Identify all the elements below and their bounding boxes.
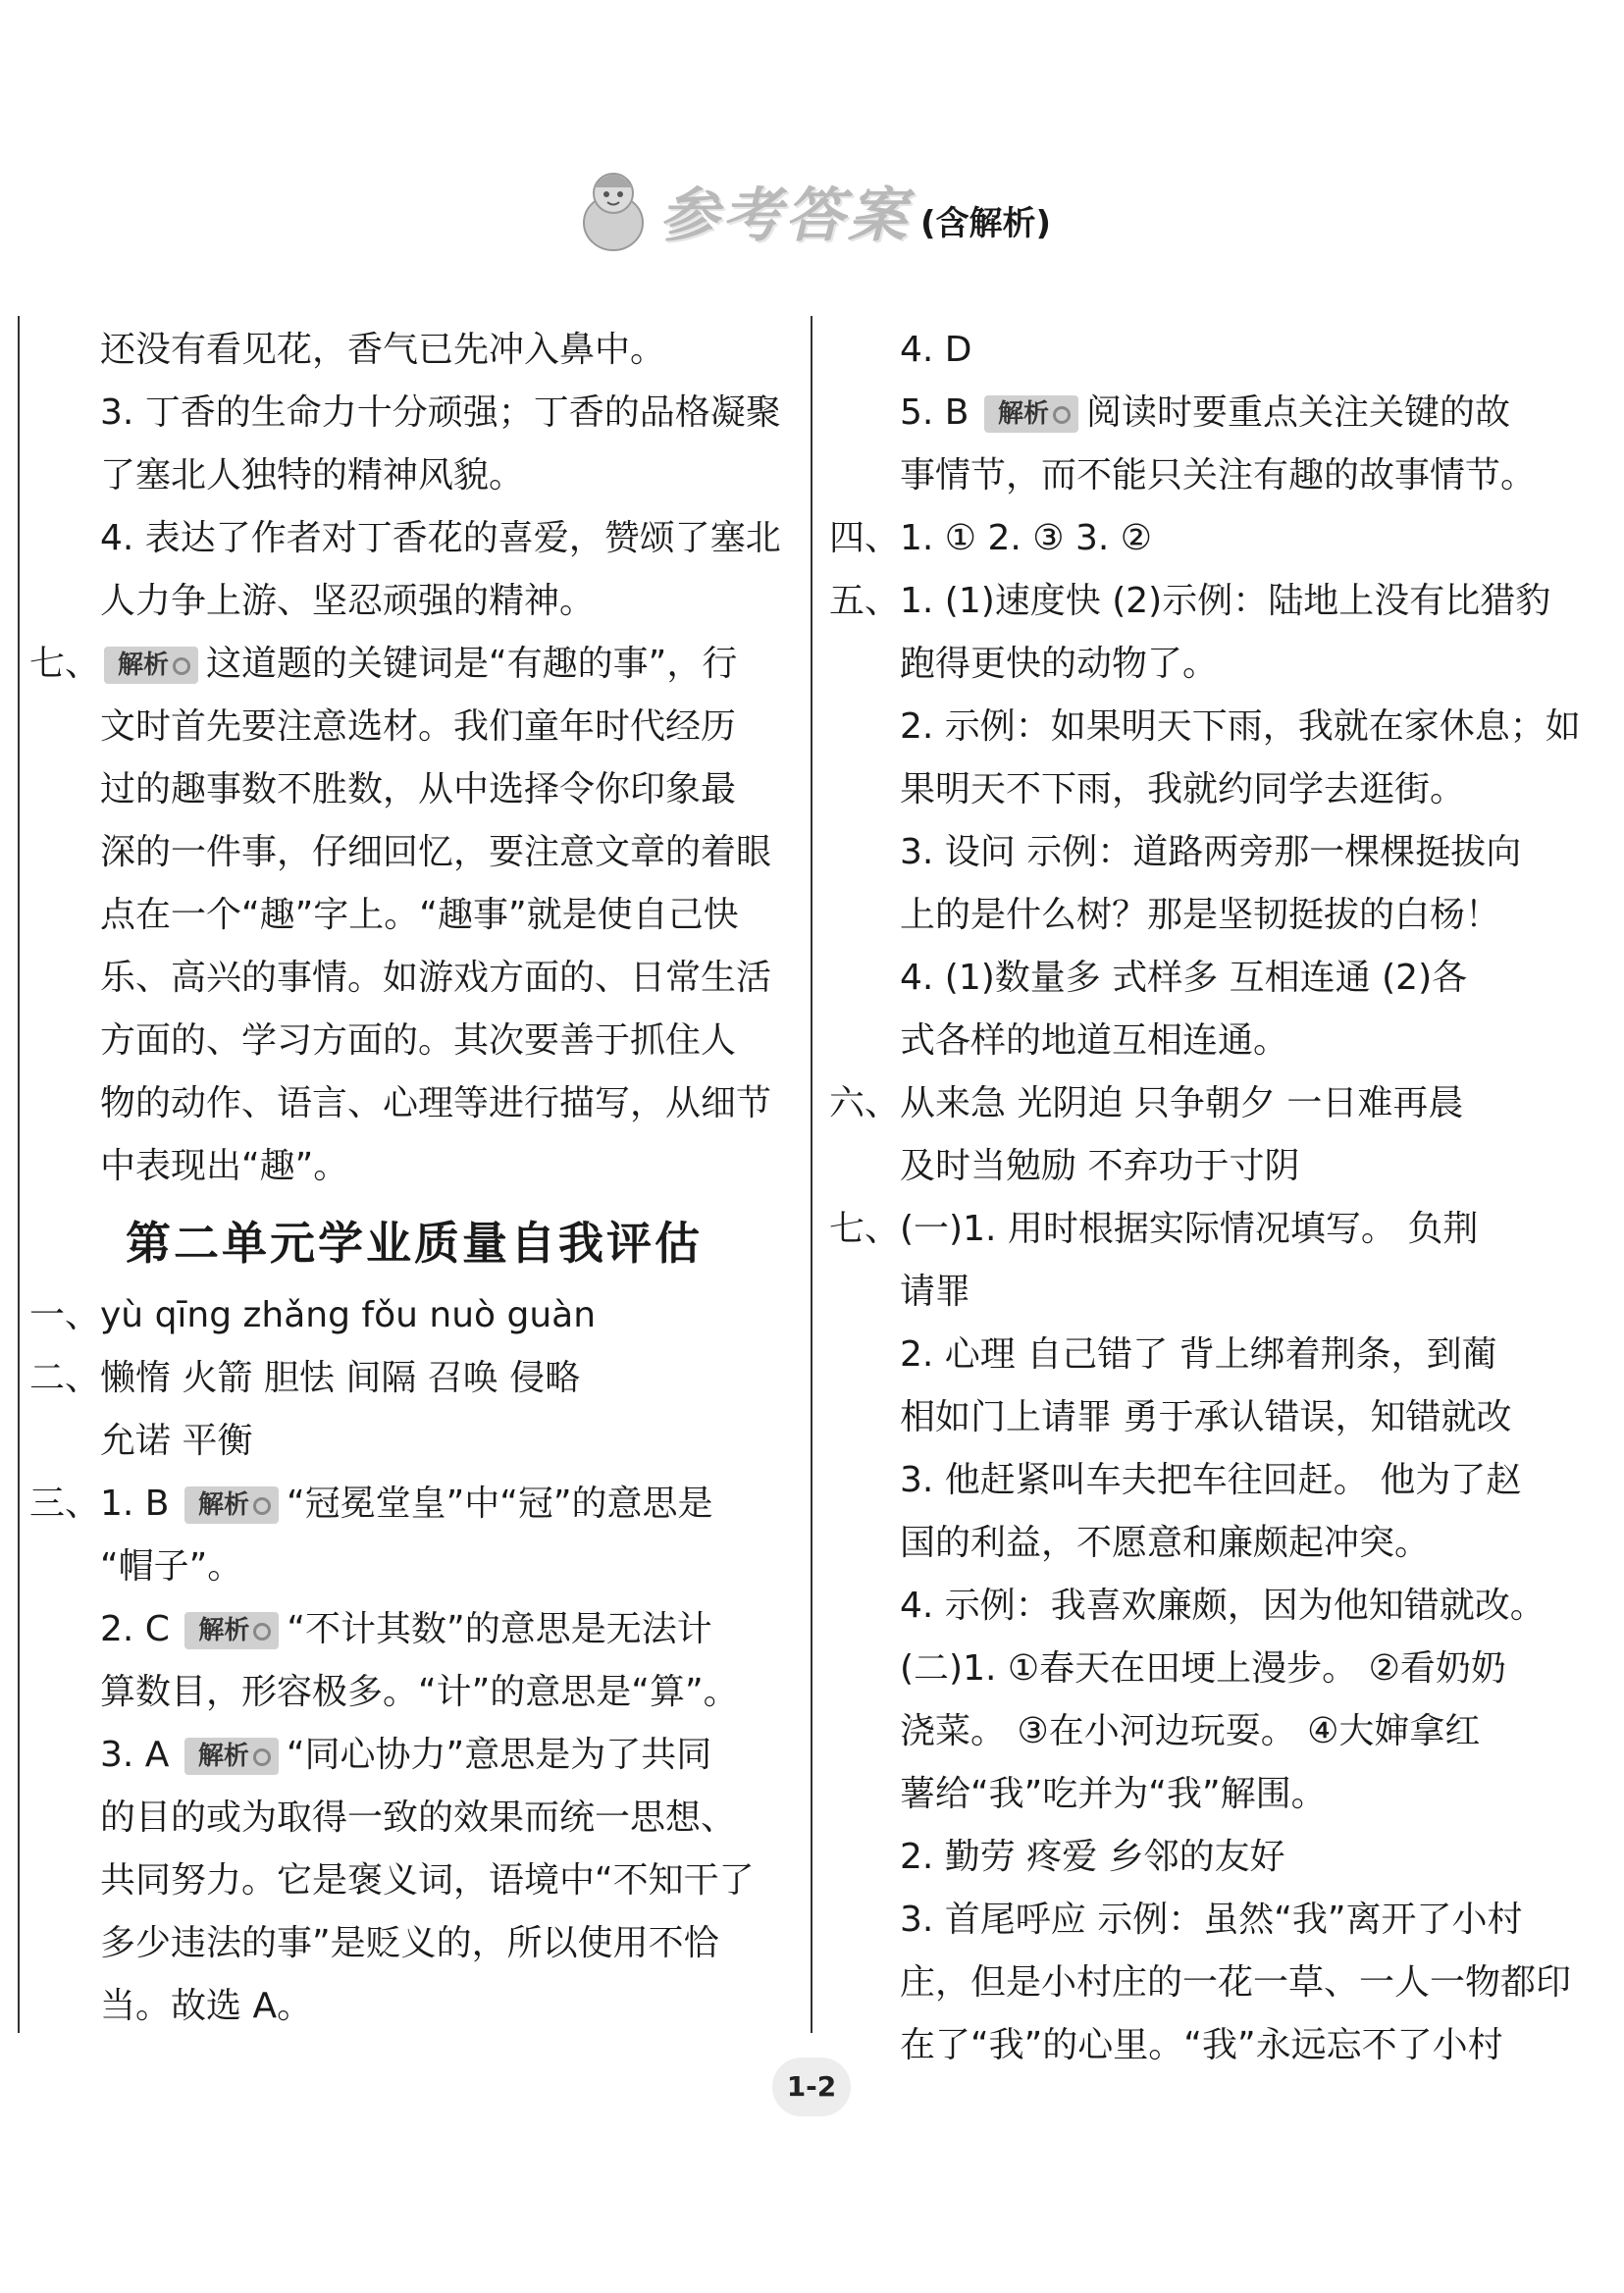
answer-text: 了塞北人独特的精神风貌。: [100, 455, 525, 495]
answer-line: [829, 1324, 1595, 1386]
answer-line: [829, 884, 1595, 947]
answer-prefix: 七、: [29, 644, 101, 684]
answer-prefix: 2. C: [100, 1609, 182, 1649]
answer-line: [829, 1575, 1595, 1638]
answer-line: [829, 1135, 1595, 1198]
answer-text: 2. 示例：如果明天下雨，我就在家休息；如: [900, 706, 1581, 747]
answer-line: [29, 1975, 795, 2038]
answer-text: 人力争上游、坚忍顽强的精神。: [100, 581, 596, 621]
magnifier-icon: [173, 657, 190, 675]
answer-line: [29, 1010, 795, 1072]
answer-text: 算数目，形容极多。“计”的意思是“算”。: [100, 1672, 739, 1712]
answer-text: 方面的、学习方面的。其次要善于抓住人: [100, 1020, 737, 1061]
answer-text: 3. 首尾呼应 示例：虽然“我”离开了小村: [900, 1900, 1523, 1940]
left-border: [18, 316, 20, 2033]
answer-line: [829, 821, 1595, 884]
answer-text: 薯给“我”吃并为“我”解围。: [900, 1774, 1327, 1814]
answer-text: 四、1. ① 2. ③ 3. ②: [829, 518, 1153, 558]
answer-line: [29, 884, 795, 947]
jiexi-badge: [184, 1738, 279, 1775]
answer-line: [829, 1826, 1595, 1889]
answer-text: 2. 勤劳 疼爱 乡邻的友好: [900, 1837, 1285, 1877]
answer-text: 3. 他赶紧叫车夫把车往回赶。 他为了赵: [900, 1460, 1522, 1500]
page-number: 1-2: [772, 2058, 851, 2116]
answer-text: 这道题的关键词是“有趣的事”，行: [206, 644, 738, 684]
answer-text: “冠冕堂皇”中“冠”的意思是: [286, 1484, 713, 1524]
answer-text: 跑得更快的动物了。: [900, 644, 1219, 684]
answer-line: [29, 1661, 795, 1724]
answer-line: [29, 319, 795, 382]
answer-line: [29, 1724, 795, 1787]
answer-line: [829, 696, 1595, 758]
answer-text: 一、yù qīng zhǎng fǒu nuò guàn: [29, 1295, 597, 1335]
answer-line: [829, 507, 1595, 570]
jiexi-label: 解析: [197, 1490, 249, 1520]
answer-line: [829, 1386, 1595, 1449]
answer-line: [829, 1449, 1595, 1512]
answer-text: 相如门上请罪 勇于承认错误，知错就改: [900, 1397, 1512, 1437]
answer-text: 还没有看见花，香气已先冲入鼻中。: [100, 330, 666, 370]
answer-text: 物的动作、语言、心理等进行描写，从细节: [100, 1083, 772, 1123]
answer-line: [829, 633, 1595, 696]
jiexi-label: 解析: [198, 1616, 250, 1645]
answer-line: [829, 1198, 1595, 1261]
answer-text: 共同努力。它是褒义词，语境中“不知干了: [100, 1860, 755, 1901]
answer-text: 4. 表达了作者对丁香花的喜爱，赞颂了塞北: [100, 518, 781, 558]
answer-text: 2. 心理 自己错了 背上绑着荆条，到蔺: [900, 1334, 1497, 1375]
answer-line: [29, 633, 795, 696]
answer-line: [29, 1410, 795, 1473]
answer-text: (二)1. ①春天在田埂上漫步。 ②看奶奶: [900, 1648, 1506, 1689]
answer-text: 上的是什么树？那是坚韧挺拔的白杨！: [900, 895, 1501, 935]
answer-text: 3. 丁香的生命力十分顽强；丁香的品格凝聚: [100, 392, 781, 433]
answer-text: 过的趣事数不胜数，从中选择令你印象最: [100, 769, 737, 809]
answer-line: [829, 1010, 1595, 1072]
answer-line: [29, 1135, 795, 1198]
answer-line: [829, 947, 1595, 1010]
page-header: [0, 147, 1624, 275]
answer-line: [829, 1889, 1595, 1952]
answer-line: [29, 507, 795, 570]
answer-prefix: 3. A: [100, 1735, 181, 1775]
answer-text: 果明天不下雨，我就约同学去逛街。: [900, 769, 1466, 809]
answer-text: 庄，但是小村庄的一花一草、一人一物都印: [900, 1962, 1572, 2003]
jiexi-badge: [984, 395, 1078, 433]
left-column: [29, 319, 795, 2038]
answer-line: [29, 382, 795, 444]
section-heading: 第二单元学业质量自我评估: [126, 1217, 703, 1270]
answer-text: 请罪: [900, 1272, 971, 1312]
answer-text: 二、懒惰 火箭 胆怯 间隔 召唤 侵略: [29, 1358, 581, 1398]
answer-line: [829, 1072, 1595, 1135]
answer-text: 点在一个“趣”字上。“趣事”就是使自己快: [100, 895, 739, 935]
answer-text: 在了“我”的心里。“我”永远忘不了小村: [900, 2025, 1503, 2065]
answer-line: [829, 382, 1595, 444]
jiexi-label: 解析: [197, 1742, 249, 1771]
answer-text: 五、1. (1)速度快 (2)示例：陆地上没有比猎豹: [829, 581, 1551, 621]
answer-line: [29, 1284, 795, 1347]
answer-prefix: 三、1. B: [29, 1484, 181, 1524]
answer-text: “不计其数”的意思是无法计: [287, 1609, 712, 1649]
right-column: [829, 319, 1595, 2077]
answer-line: [29, 1912, 795, 1975]
answer-line: [29, 696, 795, 758]
answer-text: 多少违法的事”是贬义的，所以使用不恰: [100, 1923, 719, 1963]
answer-text: 事情节，而不能只关注有趣的故事情节。: [900, 455, 1537, 495]
answer-text: 深的一件事，仔细回忆，要注意文章的着眼: [100, 832, 772, 872]
jiexi-badge: [184, 1612, 279, 1649]
answer-text: 4. D: [900, 330, 972, 370]
answer-line: [829, 444, 1595, 507]
answer-line: [829, 319, 1595, 382]
magnifier-icon: [253, 1497, 271, 1515]
answer-line: [829, 1700, 1595, 1763]
answer-line: [829, 1512, 1595, 1575]
answer-text: 及时当勉励 不弃功于寸阴: [900, 1146, 1300, 1186]
answer-line: [29, 1787, 795, 1850]
header-subtitle: (含解析): [919, 203, 1052, 243]
answer-line: [29, 821, 795, 884]
jiexi-badge: [184, 1486, 279, 1524]
answer-text: 国的利益，不愿意和廉颇起冲突。: [900, 1523, 1431, 1563]
answer-text: 的目的或为取得一致的效果而统一思想、: [100, 1798, 737, 1838]
answer-prefix: 5. B: [900, 392, 980, 433]
header-logo: [573, 166, 1051, 256]
answer-text: 中表现出“趣”。: [100, 1146, 349, 1186]
answer-line: [29, 1850, 795, 1912]
answer-line: [29, 1072, 795, 1135]
answer-text: “帽子”。: [100, 1546, 243, 1587]
magnifier-icon: [1053, 406, 1071, 424]
mascot-icon: [573, 166, 654, 256]
answer-line: [829, 570, 1595, 633]
answer-line: [29, 947, 795, 1010]
answer-line: [829, 1763, 1595, 1826]
answer-text: 乐、高兴的事情。如游戏方面的、日常生活: [100, 958, 772, 998]
answer-line: [829, 2014, 1595, 2077]
answer-text: 浇菜。 ③在小河边玩耍。 ④大婶拿红: [900, 1711, 1481, 1751]
jiexi-label: 解析: [997, 399, 1049, 429]
magnifier-icon: [253, 1748, 271, 1766]
answer-text: 3. 设问 示例：道路两旁那一棵棵挺拔向: [900, 832, 1522, 872]
answer-line: [29, 758, 795, 821]
answer-text: 文时首先要注意选材。我们童年时代经历: [100, 706, 737, 747]
answer-text: 允诺 平衡: [100, 1421, 253, 1461]
answer-text: 七、(一)1. 用时根据实际情况填写。 负荆: [829, 1209, 1479, 1249]
jiexi-label: 解析: [118, 651, 170, 680]
answer-line: [829, 1952, 1595, 2014]
answer-text: 式各样的地道互相连通。: [900, 1020, 1289, 1061]
answer-line: [829, 1261, 1595, 1324]
answer-text: 4. 示例：我喜欢廉颇，因为他知错就改。: [900, 1586, 1545, 1626]
answer-text: 六、从来急 光阴迫 只争朝夕 一日难再晨: [829, 1083, 1464, 1123]
answer-text: 当。故选 A。: [100, 1986, 313, 2026]
answer-line: [29, 570, 795, 633]
answer-text: “同心协力”意思是为了共同: [286, 1735, 712, 1775]
answer-line: [29, 1347, 795, 1410]
answer-line: [29, 1598, 795, 1661]
header-title: 参考答案: [658, 182, 911, 250]
column-divider: [811, 316, 812, 2033]
answer-line: [29, 1473, 795, 1536]
jiexi-badge: [104, 647, 198, 684]
answer-line: [29, 444, 795, 507]
answer-line: [829, 1638, 1595, 1700]
answer-line: [829, 758, 1595, 821]
magnifier-icon: [253, 1623, 271, 1641]
answer-text: 阅读时要重点关注关键的故: [1085, 392, 1510, 433]
answer-line: [29, 1536, 795, 1598]
answer-text: 4. (1)数量多 式样多 互相连通 (2)各: [900, 958, 1468, 998]
